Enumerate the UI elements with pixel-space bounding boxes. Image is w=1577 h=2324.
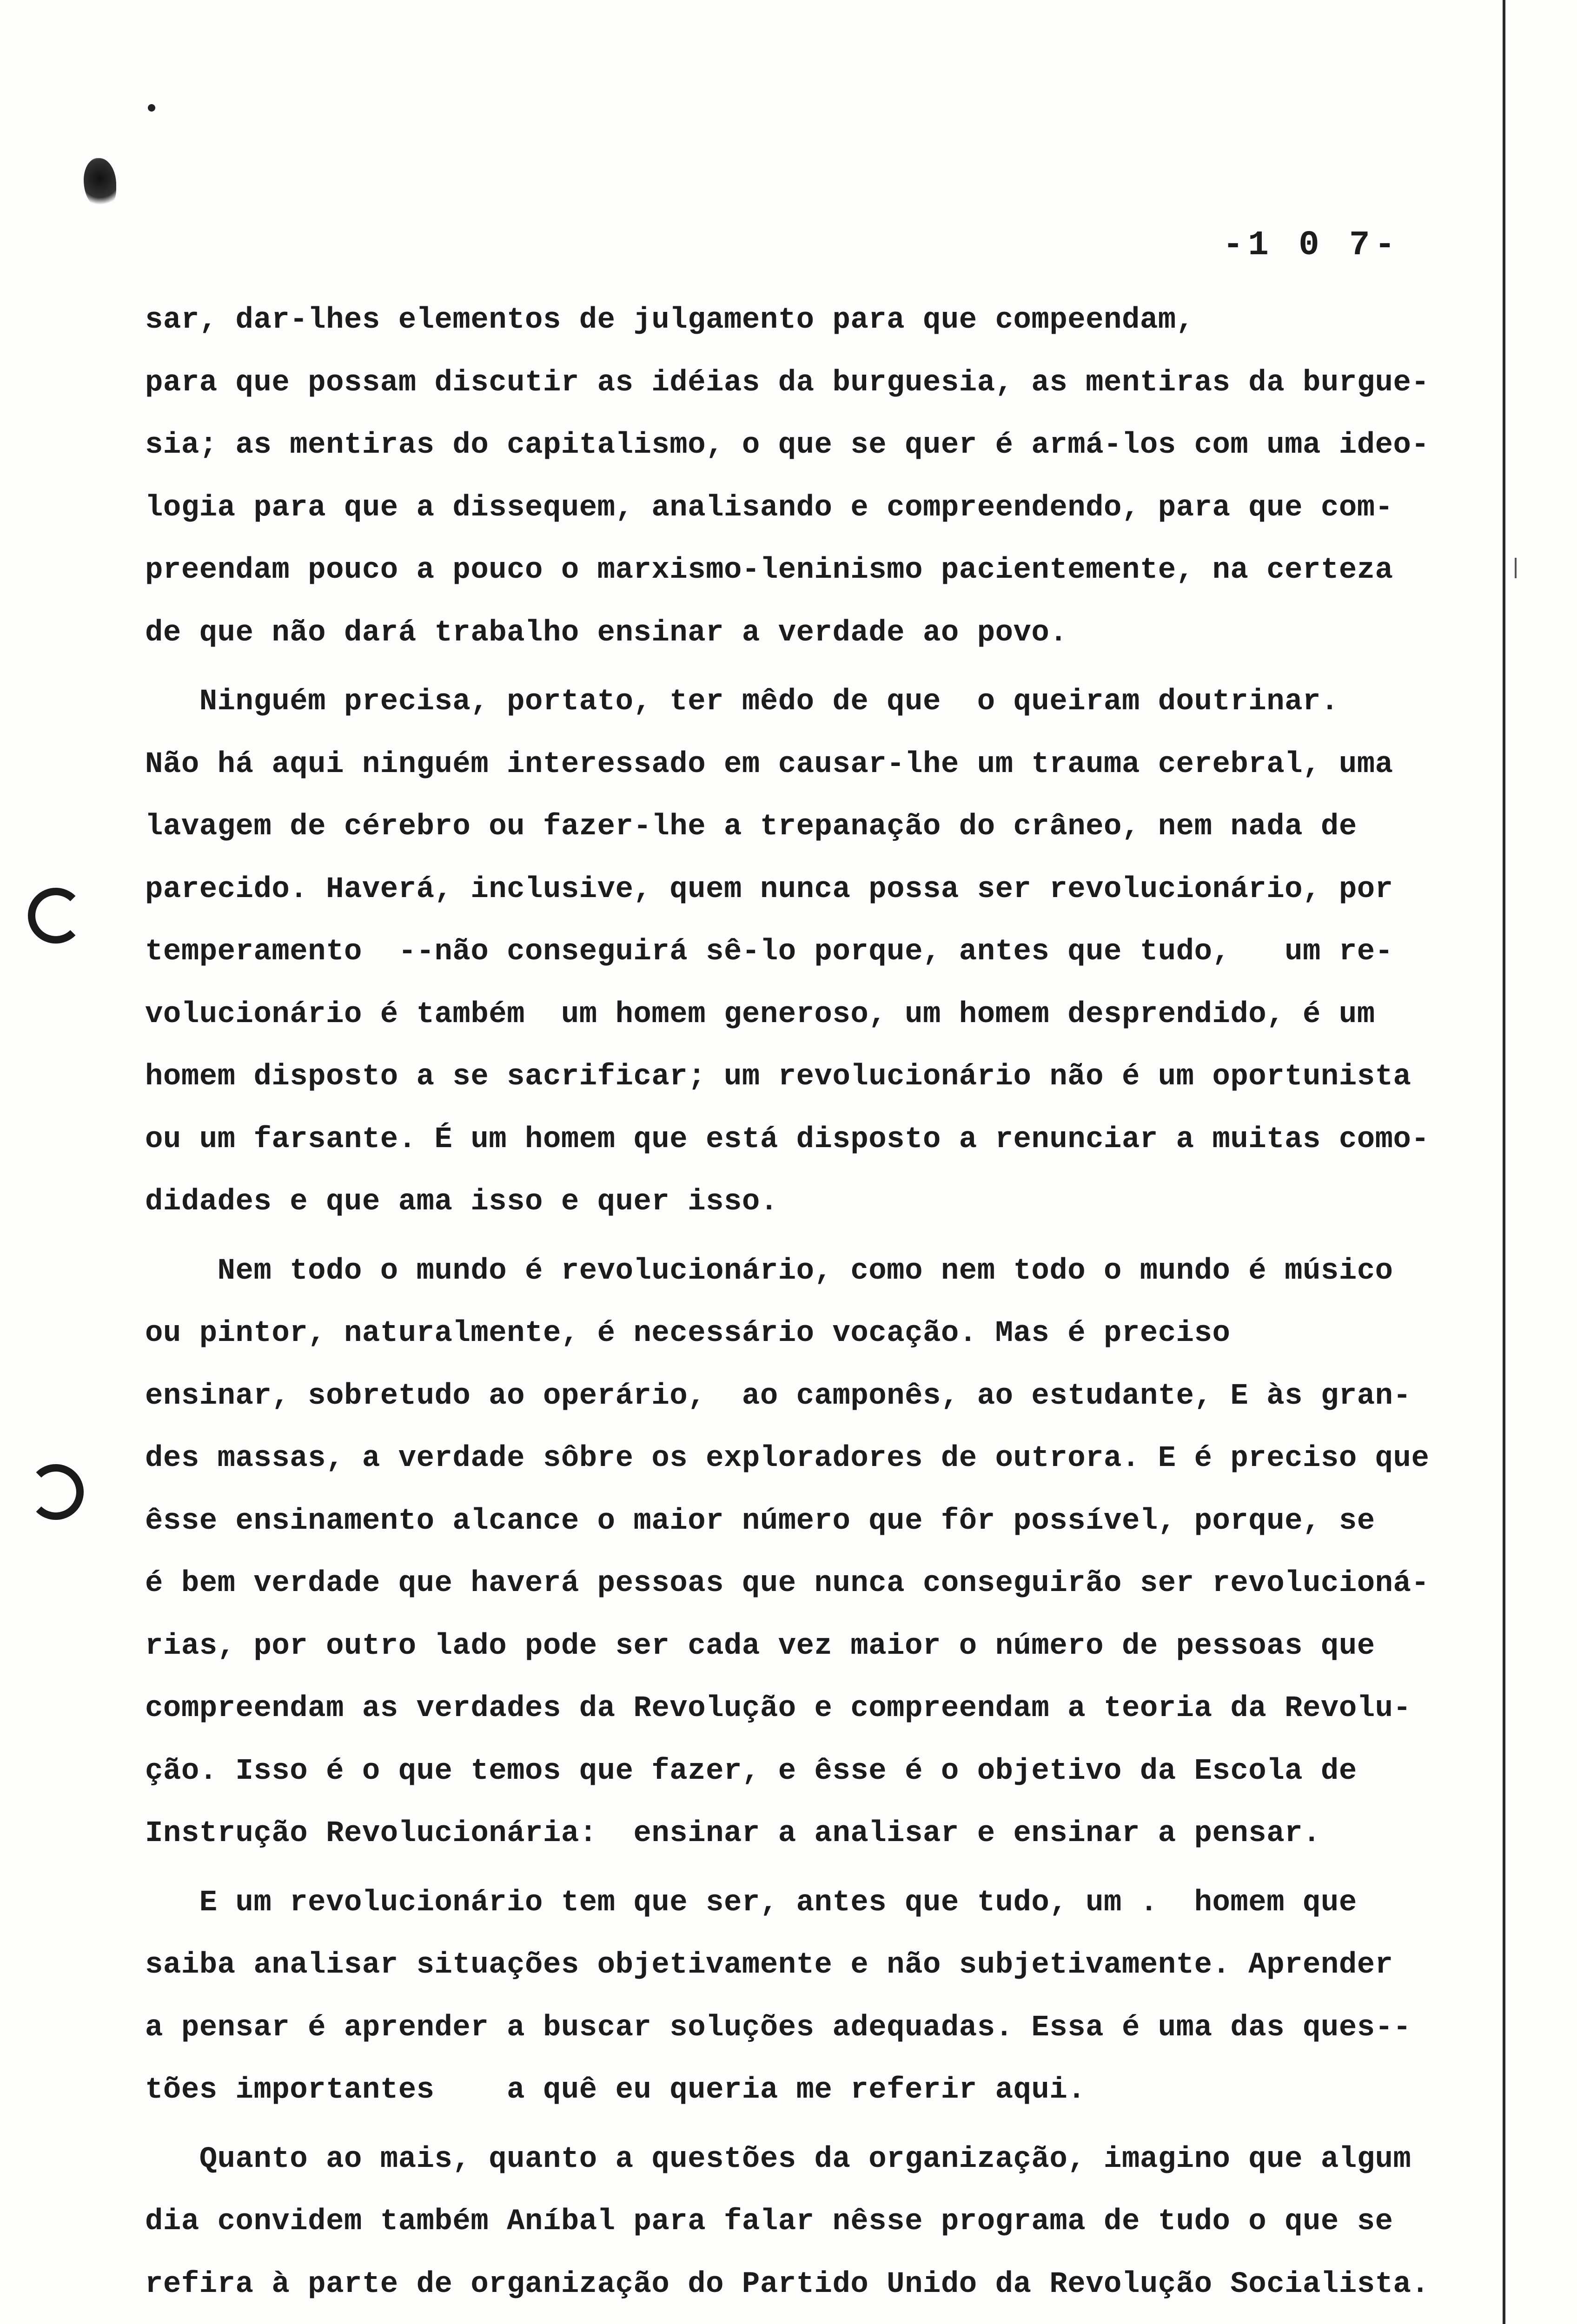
page-number: -1 0 7- (1223, 226, 1400, 265)
text-line: temperamento --não conseguirá sê-lo porque, antes que tudo, um re- (145, 935, 1393, 969)
text-line: des massas, a verdade sôbre os exploradores de outrora. E é preciso que (145, 1442, 1430, 1475)
text-line: sar, dar-lhes elementos de julgamento para que compeendam, (145, 304, 1194, 337)
text-line: Instrução Revolucionária: ensinar a analisar e ensinar a pensar. (145, 1817, 1321, 1850)
text-line: Ninguém precisa, portato, ter mêdo de que o queiram doutrinar. (145, 685, 1339, 719)
text-line: é bem verdade que haverá pessoas que nunca conseguirão ser revolucioná- (145, 1567, 1430, 1600)
text-line: sia; as mentiras do capitalismo, o que se quer é armá-los com uma ideo- (145, 429, 1430, 462)
text-line: preendam pouco a pouco o marxismo-leninismo pacientemente, na certeza (145, 554, 1393, 587)
text-line: ção. Isso é o que temos que fazer, e êsse é o objetivo da Escola de (145, 1754, 1357, 1788)
text-line: dia convidem também Aníbal para falar nêsse programa de tudo o que se (145, 2205, 1393, 2238)
text-line: saiba analisar situações objetivamente e não subjetivamente. Aprender (145, 1948, 1393, 1982)
text-line: êsse ensinamento alcance o maior número que fôr possível, porque, se (145, 1504, 1375, 1538)
text-line: lavagem de cérebro ou fazer-lhe a trepanação do crâneo, nem nada de (145, 810, 1357, 844)
text-line: a pensar é aprender a buscar soluções adequadas. Essa é uma das ques-- (145, 2011, 1411, 2045)
text-line: Não há aqui ninguém interessado em causar-lhe um trauma cerebral, uma (145, 747, 1393, 781)
text-line: de que não dará trabalho ensinar a verdade ao povo. (145, 616, 1068, 650)
text-line: homem disposto a se sacrificar; um revolucionário não é um oportunista (145, 1060, 1411, 1094)
text-line: logia para que a dissequem, analisando e compreendendo, para que com- (145, 491, 1393, 525)
punch-hole-mark (28, 888, 84, 944)
text-line: didades e que ama isso e quer isso. (145, 1185, 778, 1219)
text-line: compreendam as verdades da Revolução e compreendam a teoria da Revolu- (145, 1692, 1411, 1725)
scan-margin-mark (1515, 558, 1517, 578)
text-line: Nem todo o mundo é revolucionário, como nem todo o mundo é músico (145, 1254, 1393, 1288)
text-line: tões importantes a quê eu queria me referir aqui. (145, 2073, 1086, 2107)
text-line: ou pintor, naturalmente, é necessário vocação. Mas é preciso (145, 1317, 1231, 1350)
typewritten-body (145, 289, 1503, 2316)
text-line: parecido. Haverá, inclusive, quem nunca possa ser revolucionário, por (145, 872, 1393, 906)
text-line: para que possam discutir as idéias da burguesia, as mentiras da burgue- (145, 366, 1430, 400)
scan-border-line (1503, 0, 1505, 2324)
text-line: E um revolucionário tem que ser, antes que tudo, um . homem que (145, 1886, 1357, 1920)
text-line: Quanto ao mais, quanto a questões da organização, imagino que algum (145, 2142, 1411, 2176)
text-line: rias, por outro lado pode ser cada vez maior o número de pessoas que (145, 1629, 1375, 1663)
text-line: volucionário é também um homem generoso, um homem desprendido, é um (145, 997, 1375, 1031)
text-line: ensinar, sobretudo ao operário, ao camponês, ao estudante, E às gran- (145, 1379, 1411, 1413)
ink-blot (84, 158, 116, 209)
ink-dot (148, 104, 155, 112)
punch-hole-mark (28, 1464, 84, 1520)
text-line: ou um farsante. É um homem que está disposto a renunciar a muitas como- (145, 1122, 1430, 1156)
text-line: refira à parte de organização do Partido Unido da Revolução Socialista. (145, 2267, 1430, 2301)
